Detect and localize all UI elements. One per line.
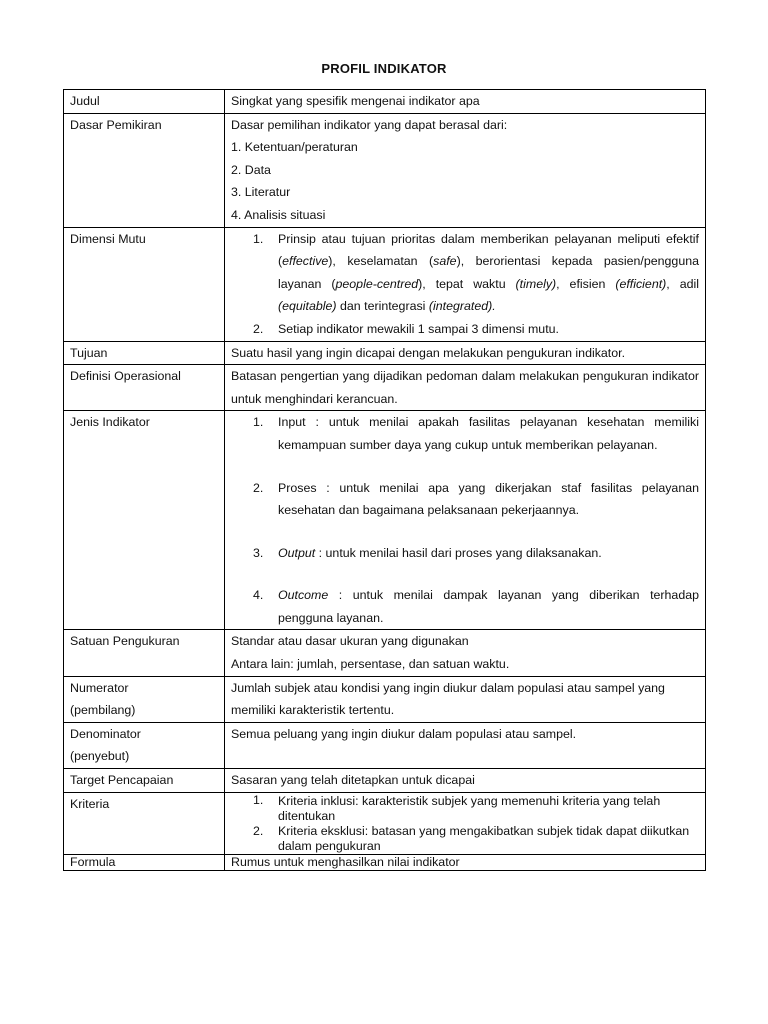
label-line: Denominator [70,726,141,741]
row-satuan-pengukuran [64,630,706,676]
indicator-desc: : untuk menilai dampak layanan yang diberikan terhadap pengguna layanan. [278,588,699,625]
label-judul: Judul [64,90,225,114]
value-kriteria [225,792,706,854]
label-formula: Formula [64,854,225,870]
text-segment: dan terintegrasi [336,299,429,314]
row-dasar-pemikiran [64,113,706,227]
satuan-line: Antara lain: jumlah, persentase, dan satuan waktu. [231,657,510,672]
row-judul [64,90,706,114]
label-satuan-pengukuran: Satuan Pengukuran [64,630,225,676]
list-number: 2. [253,823,264,838]
italic-term: safe [433,254,457,269]
italic-term: (efficient) [615,276,667,291]
dasar-item: 2. Data [231,162,271,177]
dasar-item: 4. Analisis situasi [231,207,326,222]
list-item [231,228,699,318]
list-number: 4. [253,588,264,603]
list-item [231,411,699,456]
italic-term: (timely) [515,276,557,291]
list-item [231,477,699,522]
indicator-term: Proses [278,480,317,495]
value-tujuan: Suatu hasil yang ingin dicapai dengan melakukan pengukuran indikator. [225,341,706,365]
list-text: Setiap indikator mewakili 1 sampai 3 dimensi mutu. [278,321,559,336]
list-text: Kriteria inklusi: karakteristik subjek yang memenuhi kriteria yang telah ditentukan [278,793,661,823]
value-target-pencapaian: Sasaran yang telah ditetapkan untuk dicapai [225,769,706,793]
list-number: 2. [253,321,264,336]
list-item [231,824,699,854]
list-item [231,318,699,341]
label-denominator [64,722,225,768]
value-jenis-indikator [225,411,706,630]
dasar-item: 1. Ketentuan/peraturan [231,140,358,155]
text-segment: ), berorientasi kepada pasien/pengguna layanan ( [278,254,699,291]
italic-term: people-centred [335,276,419,291]
value-formula: Rumus untuk menghasilkan nilai indikator [225,854,706,870]
row-formula [64,854,706,870]
document-title: PROFIL INDIKATOR [321,61,447,76]
list-number: 2. [253,480,264,495]
list-item [231,793,699,824]
row-numerator [64,676,706,722]
label-dasar-pemikiran: Dasar Pemikiran [64,113,225,227]
satuan-line: Standar atau dasar ukuran yang digunakan [231,634,469,649]
list-number: 1. [253,415,264,430]
list-number: 1. [253,231,264,246]
label-line: Numerator [70,680,129,695]
text-segment: , adil [666,276,699,291]
label-line: (penyebut) [70,749,130,764]
label-definisi-operasional: Definisi Operasional [64,365,225,411]
list-number: 3. [253,545,264,560]
value-satuan-pengukuran [225,630,706,676]
label-dimensi-mutu: Dimensi Mutu [64,227,225,341]
indicator-term: Outcome [278,588,329,603]
italic-term: (equitable) [278,299,337,314]
list-text: Kriteria eksklusi: batasan yang mengakibatkan subjek tidak dapat diikutkan dalam pengukuran [278,823,690,853]
indicator-term: Input [278,415,306,430]
value-dasar-pemikiran [225,113,706,227]
indicator-desc: : untuk menilai apakah fasilitas pelayanan kesehatan memiliki kemampuan sumber daya yang cukup untuk memberikan pelayanan. [278,415,699,452]
label-line: (pembilang) [70,703,136,718]
value-judul: Singkat yang spesifik mengenai indikator apa [225,90,706,114]
label-target-pencapaian: Target Pencapaian [64,769,225,793]
indicator-term: Output [278,545,316,560]
label-kriteria: Kriteria [64,792,225,854]
text-segment: , efisien [556,276,616,291]
list-number: 1. [253,792,264,807]
italic-term: effective [282,254,329,269]
indicator-profile-table [63,89,706,871]
value-denominator: Semua peluang yang ingin diukur dalam populasi atau sampel. [225,722,706,768]
text-segment: ), keselamatan ( [328,254,434,269]
row-definisi-operasional [64,365,706,411]
row-jenis-indikator [64,411,706,630]
row-dimensi-mutu [64,227,706,341]
value-dimensi-mutu [225,227,706,341]
row-denominator [64,722,706,768]
list-item [231,584,699,629]
label-numerator [64,676,225,722]
text-segment: Prinsip atau tujuan prioritas dalam memberikan pelayanan meliputi efektif ( [278,231,699,269]
row-target-pencapaian [64,769,706,793]
label-jenis-indikator: Jenis Indikator [64,411,225,630]
indicator-desc: : untuk menilai hasil dari proses yang dilaksanakan. [315,545,602,560]
row-tujuan [64,341,706,365]
value-numerator: Jumlah subjek atau kondisi yang ingin diukur dalam populasi atau sampel yang memiliki karakteristik tertentu. [225,676,706,722]
value-definisi-operasional: Batasan pengertian yang dijadikan pedoman dalam melakukan pengukuran indikator untuk menghindari kerancuan. [225,365,706,411]
label-tujuan: Tujuan [64,341,225,365]
text-segment: ), tepat waktu [418,276,516,291]
dasar-intro: Dasar pemilihan indikator yang dapat berasal dari: [231,117,508,132]
list-item [231,542,699,565]
indicator-desc: : untuk menilai apa yang dikerjakan staf fasilitas pelayanan kesehatan dan bagaimana pelaksanaan pekerjaannya. [278,480,699,518]
italic-term: (integrated). [428,299,496,314]
row-kriteria [64,792,706,854]
dasar-item: 3. Literatur [231,185,291,200]
